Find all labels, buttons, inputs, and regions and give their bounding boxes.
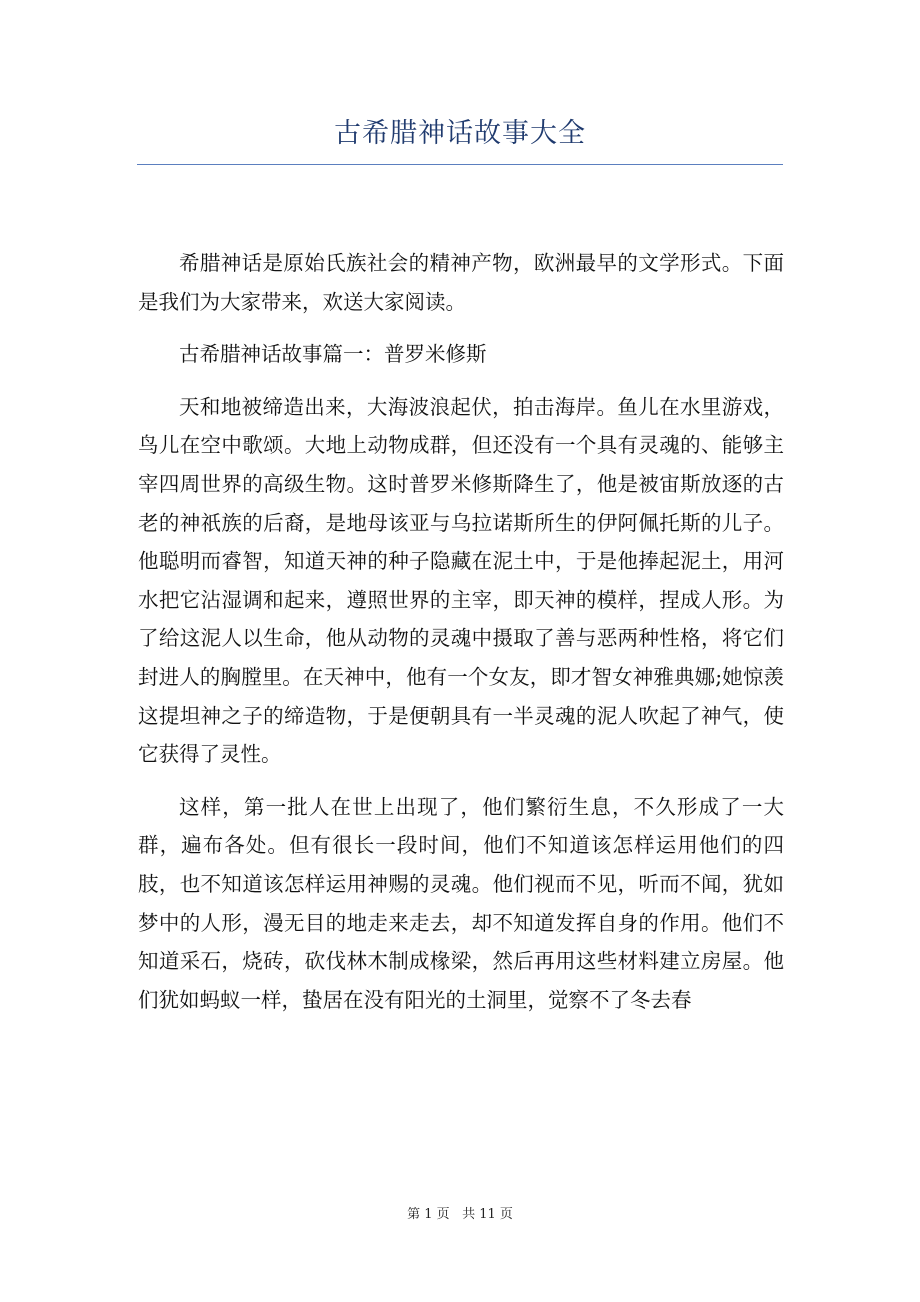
title-underline (137, 164, 783, 165)
page-number: 第 1 页 (407, 1207, 450, 1222)
intro-paragraph: 希腊神话是原始氏族社会的精神产物，欧洲最早的文学形式。下面是我们为大家带来，欢送大家阅读。 (138, 251, 784, 314)
page-footer (0, 1205, 920, 1225)
page-total: 共 11 页 (462, 1207, 513, 1222)
body-paragraph: 天和地被缔造出来，大海波浪起伏，拍击海岸。鱼儿在水里游戏，鸟儿在空中歌颂。大地上动物成群，但还没有一个具有灵魂的、能够主宰四周世界的高级生物。这时普罗米修斯降生了，他是被宙斯放逐的古老的神祇族的后裔，是地母该亚与乌拉诺斯所生的伊阿佩托斯的儿子。他聪明而睿智，知道天神的种子隐藏在泥土中，于是他捧起泥土，用河水把它沾湿调和起来，遵照世界的主宰，即天神的模样，捏成人形。为了给这泥人以生命，他从动物的灵魂中摄取了善与恶两种性格，将它们封进人的胸膛里。在天神中，他有一个女友，即才智女神雅典娜;她惊羡这提坦神之子的缔造物，于是便朝具有一半灵魂的泥人吹起了神气，使它获得了灵性。 (138, 394, 784, 767)
document-body (138, 244, 784, 1033)
body-paragraph: 这样，第一批人在世上出现了，他们繁衍生息，不久形成了一大群，遍布各处。但有很长一段时间，他们不知道该怎样运用他们的四肢，也不知道该怎样运用神赐的灵魂。他们视而不见，听而不闻，犹如梦中的人形，漫无目的地走来走去，却不知道发挥自身的作用。他们不知道采石，烧砖，砍伐林木制成椽梁，然后再用这些材料建立房屋。他们犹如蚂蚁一样，蛰居在没有阳光的土洞里，觉察不了冬去春 (138, 794, 784, 1012)
section-heading: 古希腊神话故事篇一：普罗米修斯 (179, 342, 487, 367)
document-title: 古希腊神话故事大全 (334, 118, 586, 149)
